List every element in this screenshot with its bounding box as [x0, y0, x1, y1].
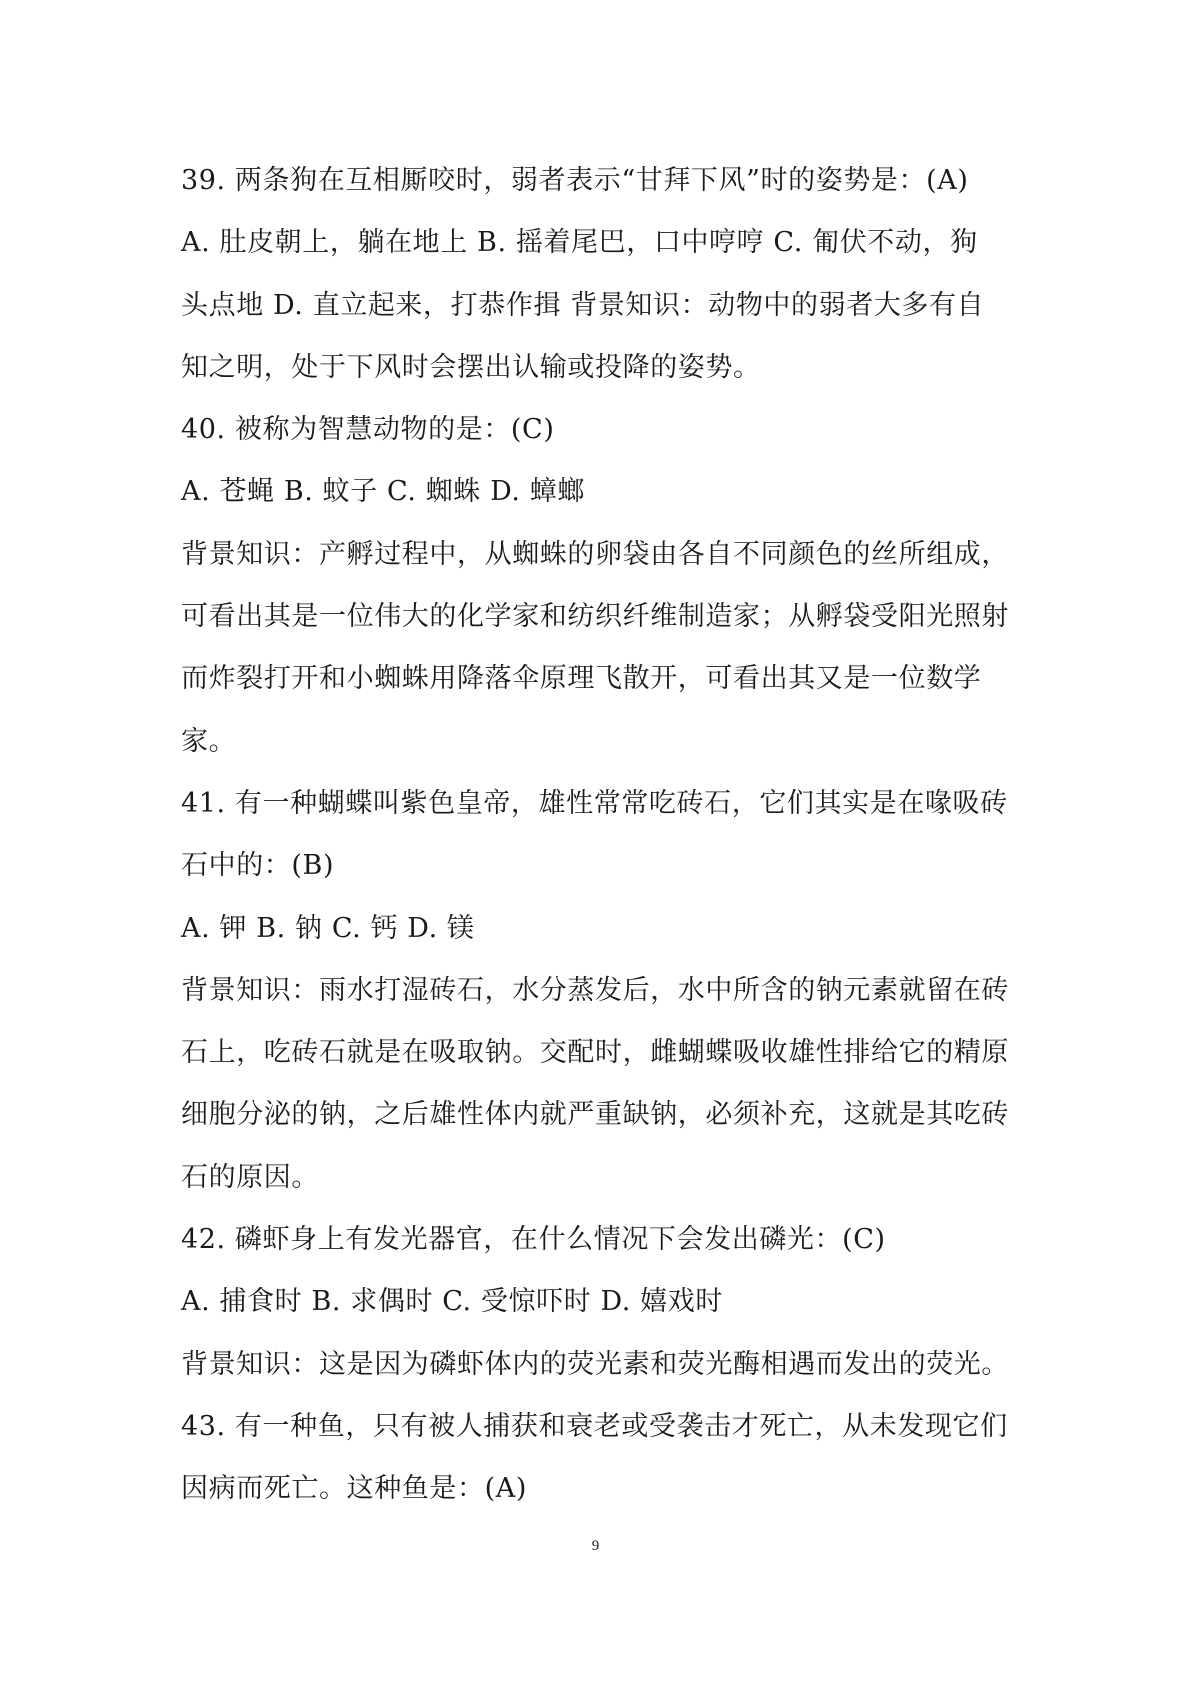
page-number: 9 [591, 1538, 600, 1554]
question-39-options-cont: 头点地 D. 直立起来，打恭作揖 背景知识：动物中的弱者大多有自 [181, 289, 985, 321]
question-40-background-cont: 可看出其是一位伟大的化学家和纺织纤维制造家；从孵袋受阳光照射 [181, 601, 1009, 633]
question-42-options: A. 捕食时 B. 求偶时 C. 受惊吓时 D. 嬉戏时 [181, 1286, 723, 1318]
question-41-background-cont: 石上，吃砖石就是在吸取钠。交配时，雌蝴蝶吸收雄性排给它的精原 [181, 1037, 1009, 1069]
question-39-stem: 39. 两条狗在互相厮咬时，弱者表示“甘拜下风”时的姿势是：(A) [181, 165, 969, 196]
question-40-stem: 40. 被称为智慧动物的是：(C) [181, 414, 555, 446]
page-body [181, 150, 1021, 1521]
question-40-background-end: 家。 [181, 725, 237, 757]
question-43-stem-cont: 因病而死亡。这种鱼是：(A) [181, 1473, 527, 1505]
question-41-background-cont: 细胞分泌的钠，之后雄性体内就严重缺钠，必须补充，这就是其吃砖 [181, 1099, 1009, 1131]
question-40-background: 背景知识：产孵过程中，从蜘蛛的卵袋由各自不同颜色的丝所组成， [181, 538, 1009, 570]
question-39-background: 知之明，处于下风时会摆出认输或投降的姿势。 [181, 351, 761, 383]
question-41-stem-cont: 石中的：(B) [181, 850, 335, 882]
question-40-options: A. 苍蝇 B. 蚊子 C. 蜘蛛 D. 蟑螂 [181, 476, 585, 508]
question-41-background: 背景知识：雨水打湿砖石，水分蒸发后，水中所含的钠元素就留在砖 [181, 974, 1009, 1006]
question-42-background: 背景知识：这是因为磷虾体内的荧光素和荧光酶相遇而发出的荧光。 [181, 1348, 1009, 1380]
question-41-options: A. 钾 B. 钠 C. 钙 D. 镁 [181, 912, 475, 944]
question-41-stem: 41. 有一种蝴蝶叫紫色皇帝，雄性常常吃砖石，它们其实是在喙吸砖 [181, 787, 1008, 819]
question-42-stem: 42. 磷虾身上有发光器官，在什么情况下会发出磷光：(C) [181, 1224, 886, 1256]
question-40-background-cont: 而炸裂打开和小蜘蛛用降落伞原理飞散开，可看出其又是一位数学 [181, 663, 982, 695]
question-43-stem: 43. 有一种鱼，只有被人捕获和衰老或受袭击才死亡，从未发现它们 [181, 1410, 1008, 1442]
question-39-options: A. 肚皮朝上，躺在地上 B. 摇着尾巴，口中哼哼 C. 匍伏不动，狗 [181, 227, 978, 259]
question-41-background-end: 石的原因。 [181, 1161, 319, 1193]
